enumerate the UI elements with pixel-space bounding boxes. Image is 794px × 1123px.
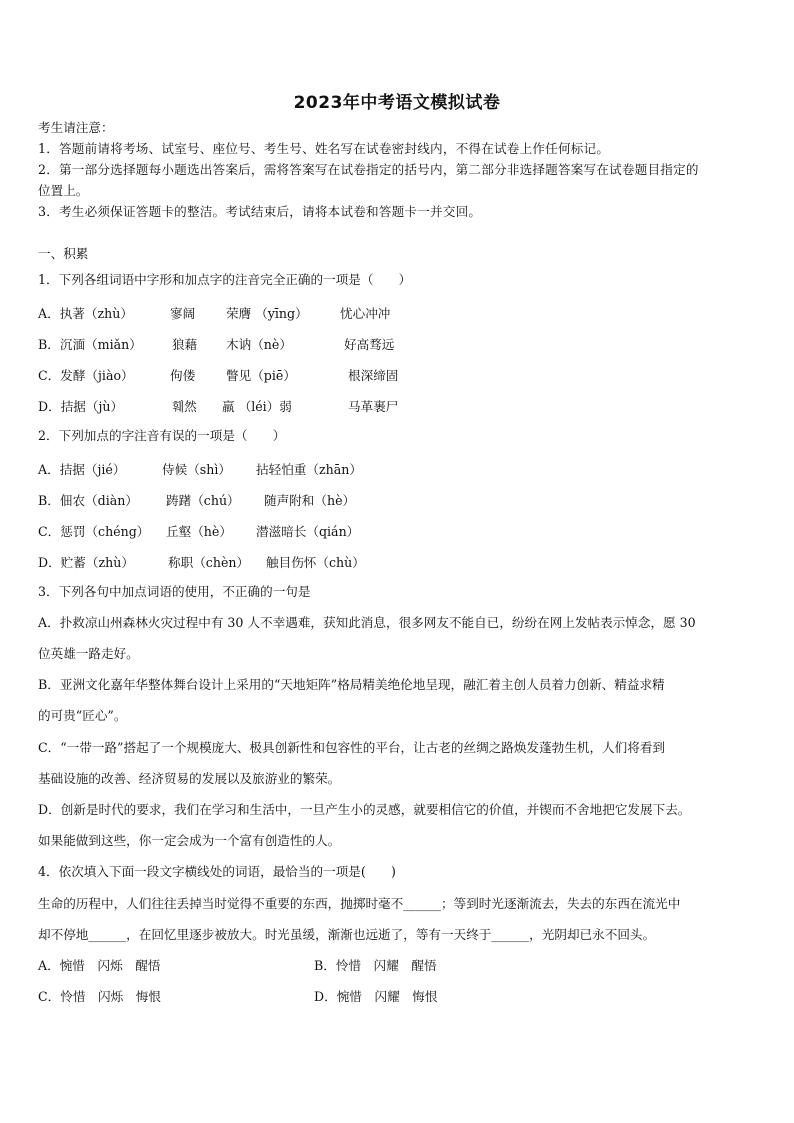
- notice-item: 2．第一部分选择题每小题选出答案后，需将答案写在试卷指定的括号内，第二部分非选择题答案写在试卷题目指定的: [38, 162, 699, 177]
- q3-line: C．“一带一路”搭起了一个规模庞大、极具创新性和包容性的平台，让古老的丝绸之路焕发蓬勃生机，人们将看到: [38, 740, 666, 755]
- option-part: 好高骛远: [344, 337, 395, 352]
- option-part: B．沉湎（miǎn）: [38, 337, 142, 352]
- option-part: 훼然: [172, 399, 197, 414]
- option-part: 丘壑（hè）: [166, 524, 232, 539]
- option-part: 随声附和（hè）: [264, 493, 356, 508]
- option-part: 触目伤怀（chù）: [266, 555, 365, 570]
- question-stem: 3．下列各句中加点词语的使用，不正确的一句是: [38, 584, 311, 599]
- option-part: C．惩罚（chéng）: [38, 524, 150, 539]
- q4-line: 生命的历程中，人们往往丢掉当时觉得不重要的东西，抛掷时毫不______；等到时光逐渐流去，失去的东西在流光中: [38, 896, 681, 911]
- q3-line: D．创新是时代的要求，我们在学习和生活中，一旦产生小的灵感，就要相信它的价值，并锲而不舍地把它发展下去。: [38, 802, 691, 817]
- q3-line: 基础设施的改善、经济贸易的发展以及旅游业的繁荣。: [38, 771, 341, 786]
- option-part: 瞥见（piē）: [226, 368, 296, 383]
- notice-heading: 考生请注意：: [38, 120, 114, 135]
- q4-option-b: B．怜惜 闪耀 醒悟: [314, 958, 437, 973]
- option-part: 称职（chèn）: [168, 555, 250, 570]
- notice-item: 1．答题前请将考场、试室号、座位号、考生号、姓名写在试卷密封线内，不得在试卷上作任何标记。: [38, 141, 610, 156]
- option-part: 踌躇（chú）: [166, 493, 240, 508]
- option-part: 佝偻: [170, 368, 196, 383]
- option-part: D．拮据（jù）: [38, 399, 124, 414]
- question-stem: 1．下列各组词语中字形和加点字的注音完全正确的一项是（ ）: [38, 272, 412, 287]
- question-stem: 4．依次填入下面一段文字横线处的词语，最恰当的一项是( ): [38, 864, 396, 879]
- section-heading: 一、积累: [38, 246, 89, 261]
- option-part: A．执著（zhù）: [38, 306, 133, 321]
- option-part: 羸 （léi）弱: [222, 399, 292, 414]
- option-part: 木讷（nè）: [226, 337, 292, 352]
- question-stem: 2．下列加点的字注音有误的一项是（ ）: [38, 428, 286, 443]
- option-part: 侍候（shì）: [162, 462, 231, 477]
- q4-option-d: D．惋惜 闪耀 悔恨: [314, 989, 438, 1004]
- option-part: B．佃农（diàn）: [38, 493, 138, 508]
- option-part: 根深缔固: [348, 368, 399, 383]
- option-part: D．贮蓄（zhù）: [38, 555, 134, 570]
- q3-line: 的可贵“匠心”。: [38, 708, 127, 723]
- q4-option-c: C．怜惜 闪烁 悔恨: [38, 989, 161, 1004]
- option-part: 寥阔: [170, 306, 196, 321]
- q3-line: A．扑救凉山州森林火灾过程中有 30 人不幸遇难，获知此消息，很多网友不能自已，纷纷在网上发帖表示悼念，愿 30: [38, 615, 696, 630]
- page-title: 2023年中考语文模拟试卷: [293, 93, 501, 113]
- q3-line: 如果能做到这些，你一定会成为一个富有创造性的人。: [38, 833, 341, 848]
- option-part: A．拮据（jié）: [38, 462, 126, 477]
- q4-option-a: A．惋惜 闪烁 醒悟: [38, 958, 161, 973]
- q3-line: 位英雄一路走好。: [38, 646, 139, 661]
- option-part: 狼藉: [172, 337, 198, 352]
- notice-item: 位置上。: [38, 183, 89, 198]
- option-part: C．发酵（jiào）: [38, 368, 134, 383]
- notice-item: 3．考生必须保证答题卡的整洁。考试结束后，请将本试卷和答题卡一并交回。: [38, 204, 482, 219]
- q4-line: 却不停地______，在回忆里逐步被放大。时光虽缓，渐渐也远逝了，等有一天终于______，光阴却已永不回头。: [38, 927, 656, 942]
- option-part: 马革裹尸: [348, 399, 399, 414]
- option-part: 忧心冲冲: [340, 306, 391, 321]
- q3-line: B．亚洲文化嘉年华整体舞台设计上采用的“天地矩阵”格局精美绝伦地呈现，融汇着主创人员着力创新、精益求精: [38, 677, 665, 692]
- option-part: 潜滋暗长（qián）: [256, 524, 360, 539]
- option-part: 荣膺 （yīng）: [226, 306, 308, 321]
- option-part: 拈轻怕重（zhān）: [256, 462, 362, 477]
